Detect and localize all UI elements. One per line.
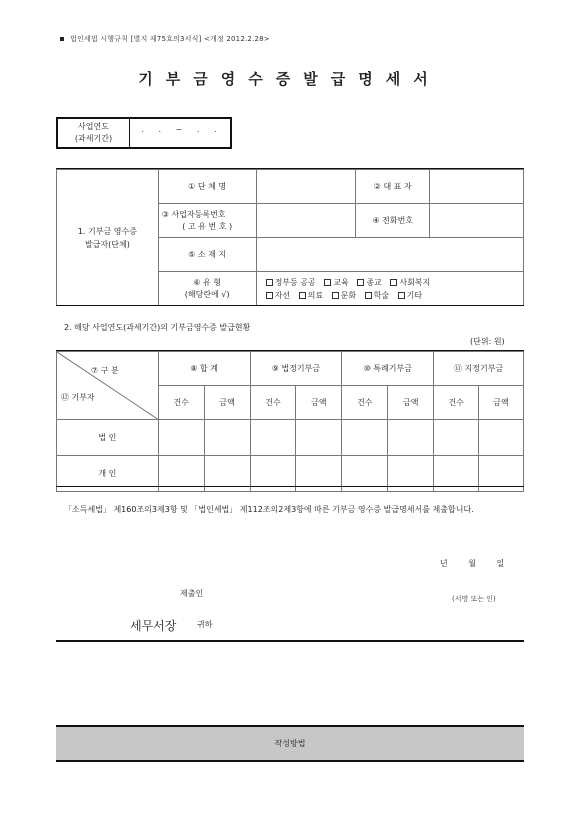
unit-label: (단위: 원) — [470, 337, 505, 346]
cell-input[interactable] — [388, 420, 434, 456]
amount-subheader: 금액 — [204, 386, 250, 420]
signature-bottom-rule — [56, 640, 524, 642]
type-checkbox-culture[interactable] — [332, 292, 339, 299]
diagonal-line — [57, 352, 159, 420]
issuer-section-label-line1: 1. 기부금 영수증 — [77, 226, 137, 236]
form-reference-note — [60, 34, 270, 44]
issuance-status-table — [56, 351, 524, 492]
phone-field[interactable] — [430, 204, 524, 238]
type-option-label: 기타 — [406, 290, 423, 300]
type-label-line2: (해당란에 √) — [184, 289, 230, 299]
donor-header: ⑫ 기부자 — [61, 393, 95, 402]
signature-label: (서명 또는 인) — [452, 595, 496, 603]
business-number-label-line1: ③ 사업자등록번호 — [161, 209, 226, 219]
individual-row-label: 개 인 — [57, 456, 159, 492]
count-subheader: 건수 — [342, 386, 388, 420]
type-option-label: 교육 — [333, 277, 349, 287]
type-checkbox-education[interactable] — [324, 279, 331, 286]
business-number-field[interactable] — [256, 204, 356, 238]
type-label-line1: ⑥ 유 형 — [193, 277, 222, 287]
square-bullet-icon — [60, 37, 64, 41]
cell-input[interactable] — [250, 420, 296, 456]
declaration-text: 「소득세법」 제160조의3제3항 및 「법인세법」 제112조의2제3항에 따른 기부금 영수증 발급명세서를 제출합니다. — [64, 505, 474, 514]
special-header: ⑩ 특례기부금 — [342, 352, 434, 386]
type-option-label: 학술 — [373, 290, 390, 300]
section2-bottom-rule — [56, 486, 524, 487]
type-option-label: 자선 — [274, 290, 291, 300]
instructions-header: 작성방법 — [56, 725, 524, 762]
type-option-label: 문화 — [340, 290, 357, 300]
representative-label: ② 대 표 자 — [356, 170, 430, 204]
business-period-label — [58, 119, 130, 147]
amount-subheader: 금액 — [296, 386, 342, 420]
category-header: ⑦ 구 분 — [91, 366, 119, 375]
diagonal-header-cell — [57, 352, 159, 420]
type-options-row2 — [260, 289, 520, 302]
amount-subheader: 금액 — [388, 386, 434, 420]
cell-input[interactable] — [434, 420, 479, 456]
cell-input[interactable] — [479, 420, 524, 456]
type-checkbox-other[interactable] — [398, 292, 405, 299]
cell-input[interactable] — [342, 420, 388, 456]
type-option-label: 의료 — [307, 290, 324, 300]
business-period-label-line2: (과세기간) — [74, 134, 113, 143]
submitter-label: 제출인 — [180, 589, 204, 598]
type-label — [158, 272, 256, 306]
business-period-label-line1: 사업연도 — [78, 122, 109, 131]
total-header: ⑧ 합 계 — [158, 352, 250, 386]
page-title: 기부금영수증발급명세서 — [138, 70, 441, 88]
issuer-table — [56, 169, 524, 306]
type-checkbox-public[interactable] — [266, 279, 273, 286]
org-name-label: ① 단 체 명 — [158, 170, 256, 204]
section2-title: 2. 해당 사업연도(과세기간)의 기부금영수증 발급현황 — [64, 323, 251, 332]
type-options — [256, 272, 523, 306]
type-checkbox-academic[interactable] — [365, 292, 372, 299]
corporate-row-label: 법 인 — [57, 420, 159, 456]
tax-office-suffix: 귀하 — [197, 620, 213, 629]
type-checkbox-religion[interactable] — [357, 279, 364, 286]
type-option-label: 사회복지 — [399, 277, 431, 287]
org-name-field[interactable] — [256, 170, 356, 204]
cell-input[interactable] — [204, 420, 250, 456]
amount-subheader: 금액 — [479, 386, 524, 420]
type-checkbox-welfare[interactable] — [390, 279, 397, 286]
cell-input[interactable] — [158, 420, 204, 456]
count-subheader: 건수 — [158, 386, 204, 420]
count-subheader: 건수 — [250, 386, 296, 420]
address-field[interactable] — [256, 238, 523, 272]
business-period-field[interactable]: . . ~ . . — [141, 125, 223, 134]
type-checkbox-charity[interactable] — [266, 292, 273, 299]
address-label: ⑤ 소 재 지 — [158, 238, 256, 272]
business-number-label — [158, 204, 256, 238]
issuer-section-label — [57, 170, 159, 306]
type-options-row1 — [260, 276, 520, 289]
section1-bottom-rule — [56, 305, 524, 306]
business-period-box — [56, 117, 232, 149]
phone-label: ④ 전화번호 — [356, 204, 430, 238]
issuer-section-label-line2: 발급자(단체) — [84, 239, 130, 249]
statutory-header: ⑨ 법정기부금 — [250, 352, 342, 386]
count-subheader: 건수 — [434, 386, 479, 420]
cell-input[interactable] — [296, 420, 342, 456]
form-reference-text: 법인세법 시행규칙 [별지 제75호의3서식] <개정 2012.2.28> — [70, 35, 270, 43]
designated-header: ⑪ 지정기부금 — [434, 352, 524, 386]
date-line[interactable]: 년 월 일 — [440, 559, 505, 568]
representative-field[interactable] — [430, 170, 524, 204]
type-option-label: 정부등 공공 — [274, 277, 316, 287]
type-checkbox-medical[interactable] — [299, 292, 306, 299]
type-option-label: 종교 — [366, 277, 382, 287]
tax-office-name: 세무서장 — [130, 619, 177, 633]
business-number-label-line2: ( 고 유 번 호 ) — [182, 221, 233, 231]
